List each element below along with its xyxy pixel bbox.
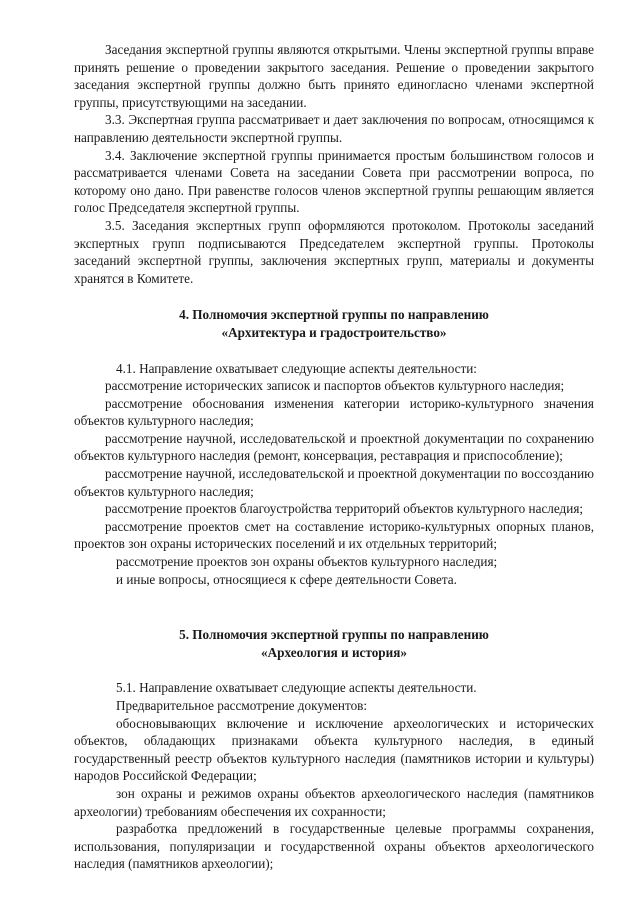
- list-item: рассмотрение проектов смет на составление историко-культурных опорных планов, проектов зон охраны исторических поселений и их отдельных территорий;: [74, 518, 594, 552]
- list-item: зон охраны и режимов охраны объектов археологического наследия (памятников археологии) требованиям обеспечения их сохранности;: [74, 785, 594, 819]
- paragraph-3-5: 3.5. Заседания экспертных групп оформляются протоколом. Протоколы заседаний экспертных групп подписываются Председателем экспертной группы. Протоколы заседаний экспертной группы, заключения экспертных групп, материалы и документы хранятся в Комитете.: [74, 217, 594, 286]
- section-5-heading-line2: «Археология и история»: [261, 644, 407, 660]
- section-5-heading-line1: 5. Полномочия экспертной группы по направлению: [179, 627, 489, 643]
- paragraph-open-sessions: Заседания экспертной группы являются открытыми. Члены экспертной группы вправе принять решение о проведении закрытого заседания. Решение о проведении закрытого заседания экспертной группы должно быть принято единогласно членами экспертной группы, присутствующими на заседании.: [74, 42, 594, 110]
- section-4-heading-line2: «Архитектура и градостроительство»: [221, 324, 447, 340]
- paragraph-3-4: 3.4. Заключение экспертной группы принимается простым большинством голосов и рассматривается членами Совета на заседании Совета при рассмотрении вопроса, по которому оно дано. При равенстве голосов членов экспертной группы решающим является голос Председателя экспертной группы.: [74, 147, 594, 216]
- section-5-subintro: Предварительное рассмотрение документов:: [116, 698, 368, 713]
- section-4-intro: 4.1. Направление охватывает следующие аспекты деятельности:: [116, 360, 477, 376]
- list-item: обосновывающих включение и исключение археологических и исторических объектов, обладающих признаками объекта культурного наследия, в единый государственный реестр объектов культурного наследия (памятников истории и культуры) народов Российской Федерации;: [74, 715, 594, 784]
- list-item: рассмотрение проектов зон охраны объектов культурного наследия;: [116, 554, 498, 570]
- paragraph-3-3: 3.3. Экспертная группа рассматривает и дает заключения по вопросам, относящимся к направлению деятельности экспертной группы.: [74, 112, 594, 145]
- list-item: рассмотрение научной, исследовательской и проектной документации по воссозданию объектов культурного наследия;: [74, 466, 594, 499]
- list-item: рассмотрение научной, исследовательской и проектной документации по сохранению объектов культурного наследия (ремонт, консервация, реставрация и приспособление);: [74, 430, 594, 464]
- list-item: рассмотрение обоснования изменения категории историко-культурного значения объектов культурного наследия;: [74, 395, 594, 429]
- list-item: рассмотрение исторических записок и паспортов объектов культурного наследия;: [105, 378, 565, 394]
- section-5-heading: [74, 626, 594, 661]
- list-item: рассмотрение проектов благоустройства территорий объектов культурного наследия;: [105, 501, 584, 517]
- list-item: разработка предложений в государственные целевые программы сохранения, использования, популяризации и государственной охраны объектов археологического наследия (памятников археологии);: [74, 821, 594, 872]
- section-4-heading: [74, 306, 594, 341]
- list-item: и иные вопросы, относящиеся к сфере деятельности Совета.: [116, 571, 457, 587]
- section-4-heading-line1: 4. Полномочия экспертной группы по направлению: [179, 307, 489, 323]
- section-5-intro: 5.1. Направление охватывает следующие аспекты деятельности.: [116, 680, 477, 696]
